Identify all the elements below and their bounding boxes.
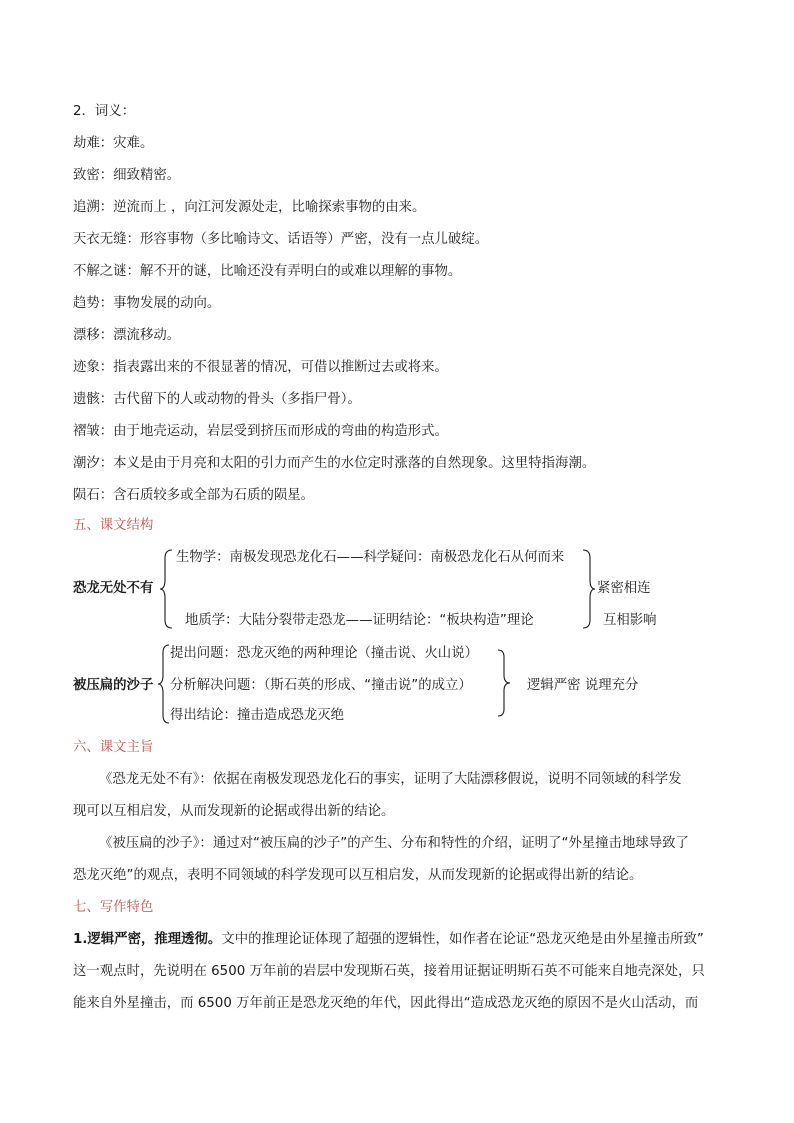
vocab-term: 迹象 (73, 360, 100, 375)
vocab-item (73, 423, 448, 441)
section-6-title: 六、课文主旨 (73, 740, 154, 755)
structure1-label: 恐龙无处不有 (73, 581, 154, 596)
structure2-right-brace (496, 648, 510, 718)
vocab-term: 褶皱 (73, 424, 100, 439)
vocab-item (73, 327, 180, 345)
theme-paragraph1-line2: 现可以互相启发，从而发现新的论据或得出新的结论。 (73, 804, 395, 819)
feature1-line1 (73, 931, 704, 949)
theme-paragraph2-line2: 恐龙灭绝”的观点，表明不同领域的科学发现可以互相启发，从而发现新的论据或得出新的结论。 (73, 868, 643, 883)
vocab-definition: ：指表露出来的不很显著的情况，可借以推断过去或将来。 (99, 360, 448, 375)
structure1-left-brace (160, 548, 174, 630)
vocab-term: 劫难 (73, 136, 100, 151)
vocab-term: 不解之谜 (73, 264, 127, 279)
vocab-definition: ：形容事物（多比喻诗文、话语等）严密，没有一点儿破绽。 (126, 232, 489, 247)
vocab-definition: ：含石质较多或全部为石质的陨星。 (99, 488, 315, 503)
vocab-item (73, 487, 314, 505)
feature1-line3: 能来自外星撞击，而 6500 万年前正是恐龙灭绝的年代，因此得出“造成恐龙灭绝的原因不是火山活动，而 (73, 996, 699, 1011)
vocab-item (73, 263, 461, 281)
structure2-line3: 得出结论：撞击造成恐龙灭绝 (170, 708, 345, 723)
vocab-definition: ：由于地壳运动，岩层受到挤压而形成的弯曲的构造形式。 (99, 424, 448, 439)
feature1-line2: 这一观点时，先说明在 6500 万年前的岩层中发现斯石英，接着用证据证明斯石英不可能来自地壳深处，只 (73, 964, 705, 979)
section-7-title: 七、写作特色 (73, 900, 154, 915)
vocab-definition: ：事物发展的动向。 (99, 296, 221, 311)
vocab-definition: ：解不开的谜，比喻还没有弄明白的或难以理解的事物。 (126, 264, 462, 279)
theme-paragraph2-line1: 《被压扁的沙子》：通过对“被压扁的沙子”的产生、分布和特性的介绍，证明了“外星撞击地球导致了 (99, 836, 689, 851)
vocab-item (73, 167, 180, 185)
structure2-right: 逻辑严密 说理充分 (527, 678, 639, 693)
vocab-item (73, 231, 488, 249)
vocab-definition: ：灾难。 (99, 136, 154, 151)
structure2-line2: 分析解决问题：（斯石英的形成、“撞击说”的成立） (170, 678, 472, 693)
structure1-line2: 地质学：大陆分裂带走恐龙——证明结论：“板块构造”理论 (185, 613, 534, 628)
feature1-heading: 1.逻辑严密，推理透彻。 (73, 932, 222, 947)
vocab-term: 天衣无缝 (73, 232, 127, 247)
structure2-label: 被压扁的沙子 (73, 678, 154, 693)
structure1-right2: 互相影响 (603, 613, 657, 628)
structure1-right-brace (581, 548, 595, 630)
vocab-definition: ：本义是由于月亮和太阳的引力而产生的水位定时涨落的自然现象。这里特指海潮。 (99, 456, 596, 471)
vocab-item (73, 359, 448, 377)
section-2-title: 2．词义： (73, 104, 136, 119)
vocab-item (73, 455, 595, 473)
vocab-term: 追溯 (73, 200, 100, 215)
vocab-term: 陨石 (73, 488, 100, 503)
vocab-definition: ：细致精密。 (99, 168, 181, 183)
vocab-item (73, 295, 220, 313)
vocab-term: 遗骸 (73, 392, 100, 407)
structure2-left-brace (158, 643, 170, 725)
theme-paragraph1-line1: 《恐龙无处不有》：依据在南极发现恐龙化石的事实，证明了大陆漂移假说，说明不同领域的科学发 (99, 772, 682, 787)
feature1-line1-text: 文中的推理论证体现了超强的逻辑性，如作者在论证“恐龙灭绝是由外星撞击所致” (221, 932, 704, 947)
vocab-term: 潮汐 (73, 456, 100, 471)
vocab-item (73, 199, 425, 217)
vocab-term: 致密 (73, 168, 100, 183)
structure1-right1: 紧密相连 (597, 581, 651, 596)
vocab-item (73, 135, 153, 153)
vocab-definition: ：古代留下的人或动物的骨头（多指尸骨）。 (99, 392, 361, 407)
vocab-item (73, 391, 361, 409)
vocab-term: 漂移 (73, 328, 100, 343)
structure1-line1: 生物学：南极发现恐龙化石——科学疑问：南极恐龙化石从何而来 (176, 550, 565, 565)
vocab-term: 趋势 (73, 296, 100, 311)
vocab-definition: ：漂流移动。 (99, 328, 181, 343)
vocab-definition: ：逆流而上 ，向江河发源处走，比喻探索事物的由来。 (99, 200, 426, 215)
structure2-line1: 提出问题：恐龙灭绝的两种理论（撞击说、火山说） (170, 646, 478, 661)
section-5-title: 五、课文结构 (73, 518, 154, 533)
